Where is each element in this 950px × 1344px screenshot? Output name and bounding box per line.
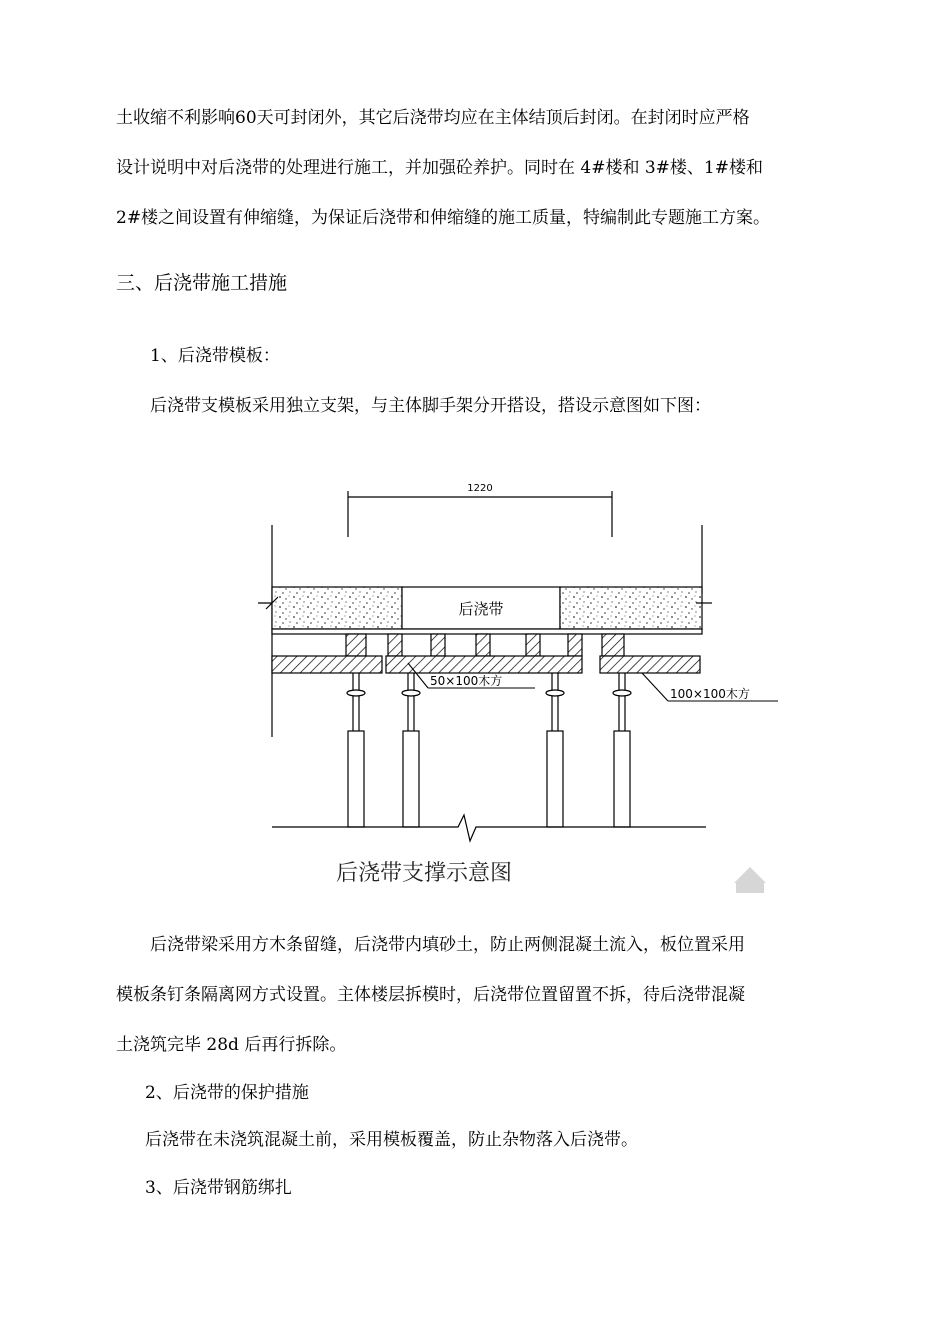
small-timber-label: 50×100木方 [430, 674, 503, 688]
item1-text: 后浇带支模板采用独立支架，与主体脚手架分开搭设，搭设示意图如下图： [150, 396, 711, 416]
post-pour-band-support-diagram [250, 475, 790, 895]
dimension-line [348, 483, 612, 537]
item3-title: 3、后浇带钢筋绑扎 [145, 1178, 292, 1198]
paragraph-line: 设计说明中对后浇带的处理进行施工，并加强砼养护。同时在 4#楼和 3#楼、1#楼和 [116, 158, 763, 178]
ground-line [272, 815, 706, 841]
section-heading: 三、后浇带施工措施 [116, 272, 288, 294]
paragraph-line: 后浇带梁采用方木条留缝，后浇带内填砂土，防止两侧混凝土流入，板位置采用 [150, 935, 745, 955]
item2-text: 后浇带在未浇筑混凝土前，采用模板覆盖，防止杂物落入后浇带。 [145, 1130, 638, 1150]
item1-title: 1、后浇带模板： [150, 346, 280, 366]
paragraph-line: 模板条钉条隔离网方式设置。主体楼层拆模时，后浇带位置留置不拆，待后浇带混凝 [116, 985, 745, 1005]
dimension-label: 1220 [467, 483, 493, 494]
watermark-logo-icon [734, 867, 766, 893]
large-timber-label: 100×100木方 [670, 687, 750, 701]
concrete-slab [258, 587, 712, 629]
paragraph-line: 土收缩不利影响60天可封闭外，其它后浇带均应在主体结顶后封闭。在封闭时应严格 [116, 108, 750, 128]
support-props [347, 673, 631, 827]
band-label: 后浇带 [458, 600, 504, 618]
large-timbers [272, 656, 700, 673]
paragraph-line: 2#楼之间设置有伸缩缝，为保证后浇带和伸缩缝的施工质量，特编制此专题施工方案。 [116, 208, 771, 228]
small-timbers [346, 634, 624, 656]
diagram-caption: 后浇带支撑示意图 [336, 861, 513, 886]
paragraph-line: 土浇筑完毕 28d 后再行拆除。 [116, 1035, 347, 1055]
item2-title: 2、后浇带的保护措施 [145, 1083, 309, 1103]
